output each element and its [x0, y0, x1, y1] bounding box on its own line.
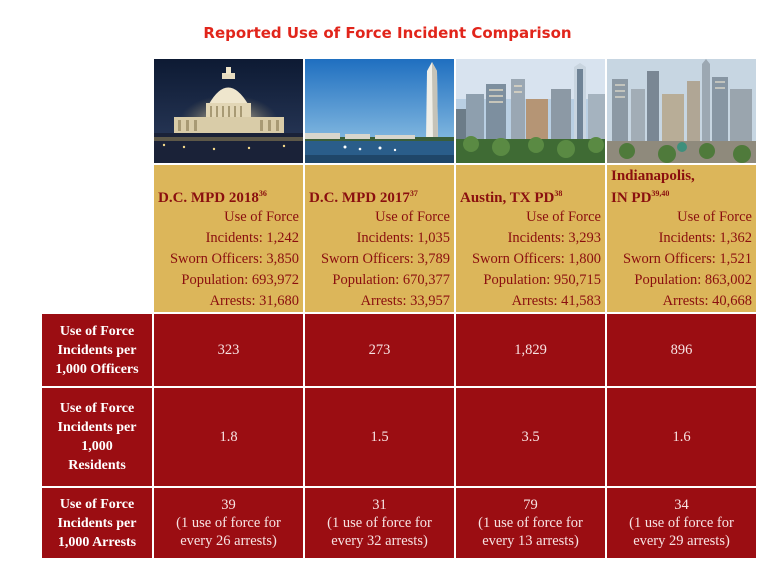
cell-note: every 13 arrests): [482, 533, 579, 549]
column-header: [305, 163, 454, 314]
table-cell: [607, 388, 756, 488]
row-label-line: 1,000 Officers: [55, 361, 139, 377]
austin-skyline-icon: [456, 59, 605, 163]
stat-line: Sworn Officers: 3,850: [169, 251, 299, 267]
page-title: Reported Use of Force Incident Comparison: [203, 24, 572, 42]
stat-line: Arrests: 40,668: [662, 293, 752, 309]
footnote-ref: 37: [409, 189, 418, 198]
cell-value: 273: [368, 342, 391, 358]
table-row: [42, 314, 756, 388]
row-label-line: Incidents per: [57, 342, 137, 358]
column-city: [460, 165, 601, 207]
row-label-line: Use of Force: [59, 496, 135, 512]
stat-line: Incidents: 1,362: [658, 230, 752, 246]
row-label: [42, 388, 152, 488]
footnote-ref: 36: [258, 189, 267, 198]
table-cell: [305, 388, 454, 488]
cell-value: 323: [217, 342, 240, 358]
cell-value: 1.8: [219, 429, 238, 445]
row-label: [42, 314, 152, 388]
row-label-line: Incidents per: [57, 420, 137, 435]
corner-blank: [42, 59, 152, 163]
stat-line: Incidents: 1,035: [356, 230, 450, 246]
column-header: [607, 163, 756, 314]
column-city: [309, 165, 450, 207]
table-cell: [456, 488, 605, 560]
stat-line: Incidents: 1,242: [205, 230, 299, 246]
row-label-line: Use of Force: [59, 323, 135, 339]
table-cell: [305, 314, 454, 388]
table-cell: [607, 314, 756, 388]
stat-line: Use of Force: [375, 209, 450, 225]
cell-value: 3.5: [521, 429, 540, 445]
stat-line: Population: 950,715: [483, 272, 601, 288]
cell-value: 79: [523, 497, 538, 513]
column-city: [611, 165, 752, 207]
table-cell: [456, 388, 605, 488]
stat-line: Arrests: 31,680: [209, 293, 299, 309]
table-cell: [305, 488, 454, 560]
city-name-line2: IN PD: [611, 190, 652, 206]
footnote-ref: 38: [554, 189, 563, 198]
stat-line: Use of Force: [526, 209, 601, 225]
header-row: [42, 163, 756, 314]
table-cell: [154, 488, 303, 560]
table-cell: [456, 314, 605, 388]
capitol-dome-icon: [154, 59, 303, 163]
cell-note: every 32 arrests): [331, 533, 428, 549]
washington-monument-image: [305, 59, 454, 163]
cell-value: 1.6: [672, 429, 691, 445]
cell-note: (1 use of force for: [629, 515, 734, 531]
cell-value: 34: [674, 497, 689, 513]
stat-line: Sworn Officers: 1,800: [471, 251, 601, 267]
stat-line: Arrests: 33,957: [360, 293, 450, 309]
cell-value: 1.5: [370, 429, 389, 445]
table-cell: [154, 314, 303, 388]
cell-note: every 29 arrests): [633, 533, 730, 549]
city-name: D.C. MPD 2017: [309, 190, 410, 206]
washington-monument-icon: [305, 59, 454, 163]
row-label-line: Use of Force: [59, 401, 135, 416]
cell-note: (1 use of force for: [327, 515, 432, 531]
stat-line: Population: 863,002: [634, 272, 752, 288]
indianapolis-skyline-icon: [607, 59, 756, 163]
cell-note: (1 use of force for: [176, 515, 281, 531]
indianapolis-skyline-image: [607, 59, 756, 163]
cell-value: 31: [372, 497, 387, 513]
capitol-dome-image: [154, 59, 303, 163]
austin-skyline-image: [456, 59, 605, 163]
stat-line: Use of Force: [677, 209, 752, 225]
corner-blank-header: [42, 163, 152, 314]
table-row: [42, 488, 756, 560]
footnote-ref: 39,40: [651, 189, 670, 198]
image-row: [42, 59, 756, 163]
table-cell: [154, 388, 303, 488]
stat-line: Sworn Officers: 3,789: [320, 251, 450, 267]
stat-line: Population: 670,377: [332, 272, 450, 288]
stat-line: Arrests: 41,583: [511, 293, 601, 309]
stat-line: Sworn Officers: 1,521: [622, 251, 752, 267]
stat-line: Population: 693,972: [181, 272, 299, 288]
stat-line: Incidents: 3,293: [507, 230, 601, 246]
column-city: [158, 165, 299, 207]
row-label-line: 1,000: [81, 439, 113, 454]
column-header: [154, 163, 303, 314]
cell-value: 1,829: [514, 342, 547, 358]
row-label-line: Incidents per: [57, 515, 137, 531]
column-header: [456, 163, 605, 314]
cell-note: (1 use of force for: [478, 515, 583, 531]
city-name-line1: Indianapolis,: [611, 168, 695, 184]
row-label: [42, 488, 152, 560]
cell-value: 39: [221, 497, 236, 513]
city-name: Austin, TX PD: [460, 190, 555, 206]
city-name: D.C. MPD 2018: [158, 190, 259, 206]
stat-line: Use of Force: [224, 209, 299, 225]
row-label-line: 1,000 Arrests: [57, 534, 137, 550]
row-label-line: Residents: [68, 458, 126, 473]
table-row: [42, 388, 756, 488]
cell-value: 896: [670, 342, 693, 358]
cell-note: every 26 arrests): [180, 533, 277, 549]
comparison-table: [40, 59, 758, 560]
table-cell: [607, 488, 756, 560]
